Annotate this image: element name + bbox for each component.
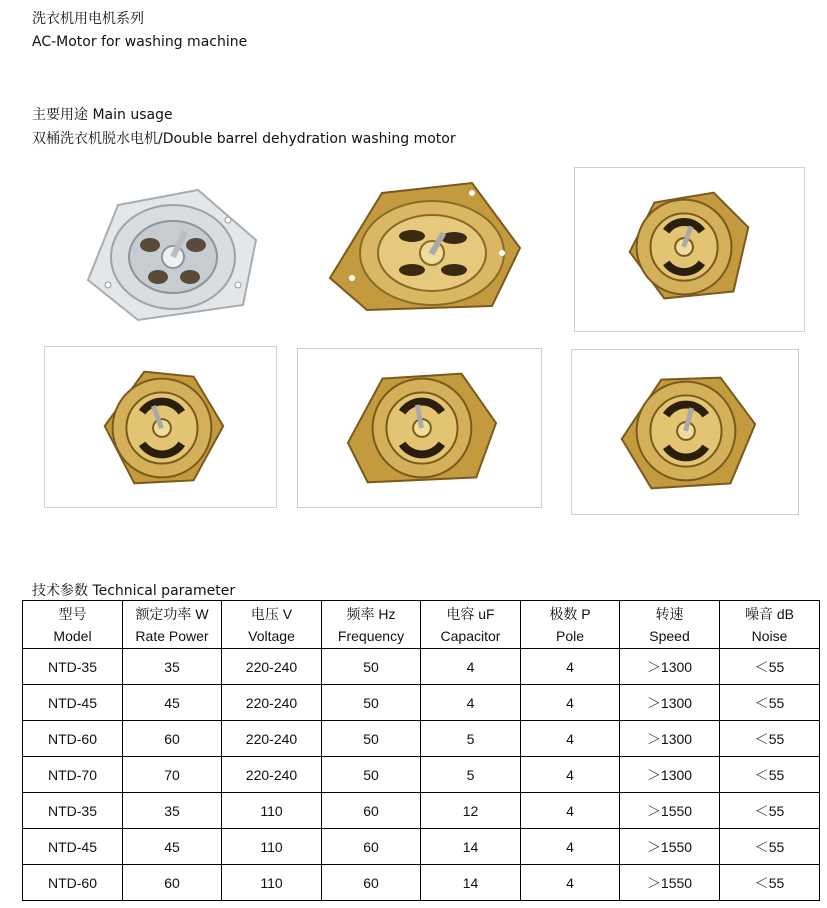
table-row [23,793,820,829]
cell-rate-power: 35 [123,793,222,829]
cell-frequency: 60 [322,829,421,865]
title-english: AC-Motor for washing machine [32,34,248,50]
cell-rate-power: 45 [123,685,222,721]
cell-capacitor: 4 [421,685,521,721]
cell-capacitor: 5 [421,757,521,793]
cell-noise: ＜55 [720,721,820,757]
cell-speed: ＞1300 [620,685,720,721]
cell-voltage: 220-240 [222,685,322,721]
cell-pole: 4 [521,793,620,829]
cell-frequency: 50 [322,757,421,793]
cell-pole: 4 [521,721,620,757]
header-rate-power: 额定功率 W Rate Power [123,601,222,649]
header-noise: 噪音 dB Noise [720,601,820,649]
cell-model: NTD-60 [23,721,123,757]
cell-noise: ＜55 [720,757,820,793]
motor-silver-icon [78,185,263,325]
header-capacitor: 电容 uF Capacitor [421,601,521,649]
cell-noise: ＜55 [720,649,820,685]
table-row [23,757,820,793]
cell-frequency: 50 [322,721,421,757]
cell-capacitor: 12 [421,793,521,829]
motor-gold-icon [572,350,798,514]
cell-frequency: 60 [322,793,421,829]
cell-capacitor: 14 [421,829,521,865]
cell-model: NTD-60 [23,865,123,901]
cell-voltage: 110 [222,793,322,829]
cell-noise: ＜55 [720,793,820,829]
motor-gold-icon [322,178,527,318]
header-frequency: 频率 Hz Frequency [322,601,421,649]
cell-speed: ＞1300 [620,721,720,757]
cell-frequency: 60 [322,865,421,901]
tech-parameter-table [22,600,820,901]
cell-speed: ＞1550 [620,793,720,829]
motor-photo-3 [574,167,805,332]
table-row [23,649,820,685]
cell-noise: ＜55 [720,685,820,721]
cell-rate-power: 35 [123,649,222,685]
cell-voltage: 110 [222,865,322,901]
cell-rate-power: 60 [123,721,222,757]
cell-noise: ＜55 [720,829,820,865]
cell-capacitor: 4 [421,649,521,685]
motor-gold-icon [45,347,276,507]
cell-rate-power: 70 [123,757,222,793]
usage-heading: 主要用途 Main usage [32,107,173,123]
title-chinese: 洗衣机用电机系列 [32,11,144,27]
cell-voltage: 220-240 [222,757,322,793]
cell-speed: ＞1550 [620,829,720,865]
cell-model: NTD-35 [23,793,123,829]
header-model: 型号 Model [23,601,123,649]
header-speed: 转速 Speed [620,601,720,649]
motor-photo-6 [571,349,799,515]
cell-voltage: 220-240 [222,721,322,757]
cell-rate-power: 60 [123,865,222,901]
cell-model: NTD-35 [23,649,123,685]
table-row [23,721,820,757]
tech-parameter-heading: 技术参数 Technical parameter [32,583,236,599]
motor-photo-5 [297,348,542,508]
cell-model: NTD-70 [23,757,123,793]
table-row [23,685,820,721]
cell-speed: ＞1550 [620,865,720,901]
table-header-row [23,601,820,649]
motor-photo-2 [322,178,527,318]
cell-rate-power: 45 [123,829,222,865]
motor-gold-icon [575,168,804,331]
cell-pole: 4 [521,865,620,901]
cell-speed: ＞1300 [620,649,720,685]
header-voltage: 电压 V Voltage [222,601,322,649]
cell-voltage: 220-240 [222,649,322,685]
cell-pole: 4 [521,829,620,865]
cell-pole: 4 [521,685,620,721]
usage-description: 双桶洗衣机脱水电机/Double barrel dehydration washing motor [32,131,456,147]
cell-frequency: 50 [322,685,421,721]
cell-frequency: 50 [322,649,421,685]
cell-pole: 4 [521,649,620,685]
cell-voltage: 110 [222,829,322,865]
cell-speed: ＞1300 [620,757,720,793]
motor-gold-icon [298,349,541,507]
header-pole: 极数 P Pole [521,601,620,649]
cell-model: NTD-45 [23,829,123,865]
table-row [23,829,820,865]
motor-photo-1 [78,185,263,325]
cell-pole: 4 [521,757,620,793]
cell-noise: ＜55 [720,865,820,901]
motor-photo-4 [44,346,277,508]
cell-model: NTD-45 [23,685,123,721]
cell-capacitor: 14 [421,865,521,901]
cell-capacitor: 5 [421,721,521,757]
table-row [23,865,820,901]
